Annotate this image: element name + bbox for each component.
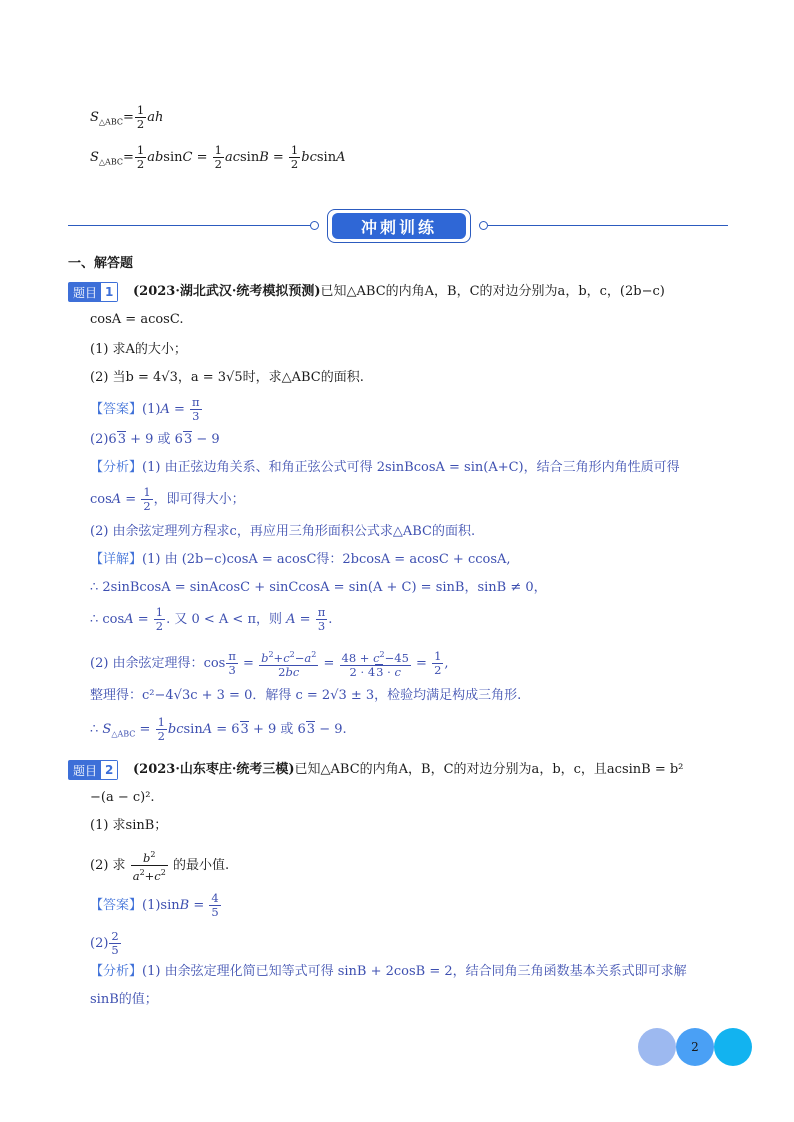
q2-analysis-2: sinB的值； xyxy=(90,992,158,1007)
q2-answer-1: 【答案】(1)sinB = $\frac{4}{5}$ xyxy=(90,891,219,919)
q1-analysis-1: 【分析】(1) 由正弦边角关系、和角正弦公式可得 2sinBcosA = sin(A+C)，结合三角形内角性质可得 xyxy=(90,460,680,475)
banner-title: 冲刺训练 xyxy=(332,213,466,239)
banner xyxy=(327,209,471,243)
q1-source: (2023·湖北武汉·统考模拟预测) xyxy=(133,284,321,299)
question-tag-label: 题目 xyxy=(69,761,101,779)
badge-circle-left xyxy=(638,1028,676,1066)
question-tag-2 xyxy=(68,760,118,780)
answer-tag: 【答案】 xyxy=(90,402,143,417)
banner-dot-left xyxy=(310,221,319,230)
badge-circle-right xyxy=(714,1028,752,1066)
banner-rule-left xyxy=(68,225,312,226)
question-tag-number: 1 xyxy=(101,283,117,301)
q2-stem-line2: −(a − c)². xyxy=(90,790,155,805)
area-formula-1: $S_{\triangle ABC}=$ $\frac{1}{2}$ ah xyxy=(90,103,164,131)
banner-dot-right xyxy=(479,221,488,230)
q2-analysis-1: 【分析】(1) 由余弦定理化简已知等式可得 sinB + 2cosB = 2，结合同角三角函数基本关系式即可求解 xyxy=(90,964,687,979)
q2-source: (2023·山东枣庄·统考三模) xyxy=(133,762,295,777)
q2-part2: (2) 求 $\frac{b^2}{a^2+c^2}$ 的最小值. xyxy=(90,850,230,883)
q1-answer-2: (2)63 + 9 或 63 − 9 xyxy=(90,432,220,447)
q2-stem-line1 xyxy=(133,760,683,780)
q2-part1: (1) 求sinB； xyxy=(90,818,168,833)
q1-stem-line1 xyxy=(133,282,665,302)
q2-answer-2: (2) $\frac{2}{5}$ xyxy=(90,929,119,957)
section-heading: 一、解答题 xyxy=(68,256,134,271)
q1-analysis-3: (2) 由余弦定理列方程求c，再应用三角形面积公式求△ABC的面积. xyxy=(90,524,476,539)
q1-detail-6: ∴ $S_{\triangle ABC}$ = $\frac{1}{2}$ bcsinA = 63 + 9 或 63 − 9. xyxy=(90,715,347,743)
q1-answer-1: 【答案】(1)A = $\frac{\pi}{3}$ xyxy=(90,395,200,423)
q1-part2: (2) 当b = 4√3，a = 3√5时，求△ABC的面积. xyxy=(90,370,364,385)
q2-stem: 已知△ABC的内角A，B，C的对边分别为a，b，c，且acsinB = b² xyxy=(294,762,684,777)
area-formula-2: $S_{\triangle ABC}=$ $\frac{1}{2}$ absinC = $\frac{1}{2}$ acsinB = $\frac{1}{2}$ bcsinA xyxy=(90,143,346,171)
question-tag-label: 题目 xyxy=(69,283,101,301)
page-number-badge xyxy=(638,1028,752,1066)
banner-rule-right xyxy=(488,225,728,226)
q1-detail-5: 整理得：c²−4√3c + 3 = 0．解得 c = 2√3 ± 3，检验均满足构成三角形. xyxy=(90,688,522,703)
question-tag-1 xyxy=(68,282,118,302)
page-number: 2 xyxy=(691,1040,699,1054)
q1-stem: 已知△ABC的内角A，B，C的对边分别为a，b，c，(2b−c) xyxy=(320,284,665,299)
question-tag-number: 2 xyxy=(101,761,117,779)
q1-stem-line2: cosA = acosC. xyxy=(90,312,184,327)
q1-detail-4: (2) 由余弦定理得：cos $\frac{\pi}{3}$ = $\frac{b^2+c^2-a^2}{2bc}$ = $\frac{48 + c^2-45}{2 \cdot 43 \cdot c}$ = $\frac{1}{2}$ , xyxy=(90,648,449,679)
q1-analysis-2: cosA = $\frac{1}{2}$ ，即可得大小； xyxy=(90,485,245,513)
q1-detail-2: ∴ 2sinBcosA = sinAcosC + sinCcosA = sin(A + C) = sinB，sinB ≠ 0， xyxy=(90,580,547,595)
q1-detail-3: ∴ cosA = $\frac{1}{2}$ . 又 0 < A < π，则 A = $\frac{\pi}{3}$ . xyxy=(90,605,333,633)
badge-circle-middle xyxy=(676,1028,714,1066)
q1-detail-1: 【详解】(1) 由 (2b−c)cosA = acosC得：2bcosA = acosC + ccosA, xyxy=(90,552,511,567)
q1-part1: (1) 求A的大小； xyxy=(90,342,187,357)
